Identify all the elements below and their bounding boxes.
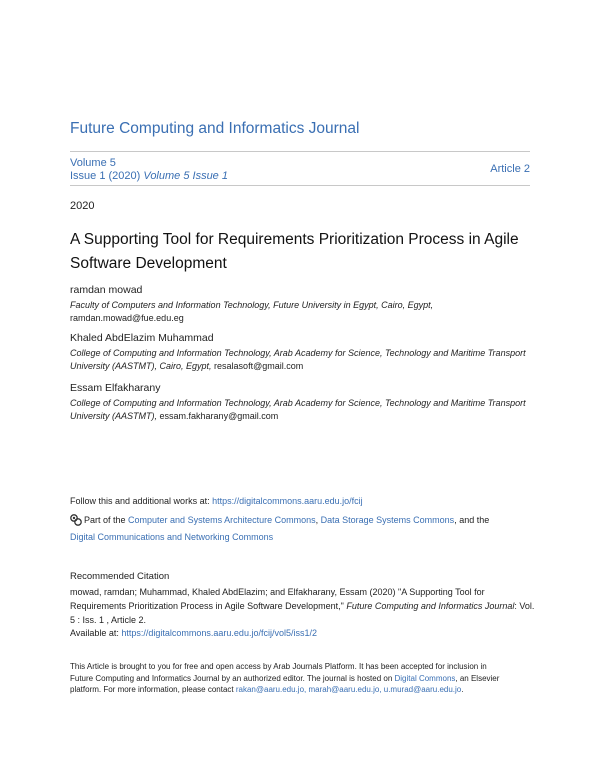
available-at-line: Available at: https://digitalcommons.aaru.edu.jo/fcij/vol5/iss1/2: [70, 628, 317, 638]
author-block: [70, 332, 540, 373]
author-name: Khaled AbdElazim Muhammad: [70, 332, 214, 344]
author-affiliation: College of Computing and Information Technology, Arab Academy for Science, Technology and Maritime Transport University (AASTMT), Cairo, Egypt, resalasoft@gmail.com: [70, 348, 526, 371]
commons-link-data-storage[interactable]: Data Storage Systems Commons: [320, 515, 455, 525]
journal-title[interactable]: Future Computing and Informatics Journal: [70, 120, 360, 137]
author-name: ramdan mowad: [70, 284, 143, 296]
author-email: resalasoft@gmail.com: [214, 361, 304, 371]
author-block: [70, 382, 540, 423]
author-affiliation: College of Computing and Information Technology, Arab Academy for Science, Technology and Maritime Transport University (AASTMT), essam.fakharany@gmail.com: [70, 398, 526, 421]
paper-title: A Supporting Tool for Requirements Prioritization Process in Agile Software Development: [70, 231, 519, 272]
access-notice: This Article is brought to you for free and open access by Arab Journals Platform. It has been accepted for inclusion in Future Computing and Informatics Journal by an authorized editor. The journal is hosted on Digital Commons, an Elsevier platform. For more information, please contact rakan@aaru.edu.jo, marah@aaru.edu.jo, u.murad@aaru.edu.jo.: [70, 662, 500, 694]
author-block: [70, 284, 540, 325]
follow-link[interactable]: https://digitalcommons.aaru.edu.jo/fcij: [212, 496, 363, 506]
network-commons-icon: [70, 514, 82, 530]
issue-link[interactable]: Issue 1 (2020): [70, 170, 141, 182]
recommended-citation-text: mowad, ramdan; Muhammad, Khaled AbdElazim; and Elfakharany, Essam (2020) "A Supporting Tool for Requirements Prioritization Process in Agile Software Development," Future Computing and Informatics Journal: Vol. 5 : Iss. 1 , Article 2.: [70, 587, 535, 625]
publication-year: 2020: [70, 200, 95, 212]
article-number-link[interactable]: Article 2: [490, 163, 530, 175]
header-rule-top: [70, 151, 530, 152]
header-rule-bottom: [70, 185, 530, 186]
digital-commons-link[interactable]: Digital Commons: [394, 673, 456, 683]
volume-link[interactable]: Volume 5: [70, 157, 116, 169]
author-name: Essam Elfakharany: [70, 382, 161, 394]
commons-link-computer-systems[interactable]: Computer and Systems Architecture Commons: [128, 515, 316, 525]
part-of-line: Part of the Computer and Systems Architecture Commons, Data Storage Systems Commons, and the Digital Communications and Networking Commons: [70, 515, 490, 542]
author-affiliation: Faculty of Computers and Information Technology, Future University in Egypt, Cairo, Egypt, ramdan.mowad@fue.edu.eg: [70, 300, 434, 323]
issue-italic-link[interactable]: Volume 5 Issue 1: [143, 170, 228, 182]
commons-link-digital-communications[interactable]: Digital Communications and Networking Commons: [70, 532, 274, 542]
available-at-link[interactable]: https://digitalcommons.aaru.edu.jo/fcij/vol5/iss1/2: [121, 628, 317, 638]
contact-email-links[interactable]: rakan@aaru.edu.jo, marah@aaru.edu.jo, u.murad@aaru.edu.jo: [235, 685, 462, 694]
recommended-citation-heading: Recommended Citation: [70, 571, 170, 582]
follow-line: Follow this and additional works at: https://digitalcommons.aaru.edu.jo/fcij: [70, 496, 363, 506]
author-email: ramdan.mowad@fue.edu.eg: [70, 313, 184, 323]
citation-journal-name: Future Computing and Informatics Journal: [346, 601, 515, 611]
author-email: essam.fakharany@gmail.com: [159, 411, 279, 421]
volume-info: [70, 157, 228, 183]
